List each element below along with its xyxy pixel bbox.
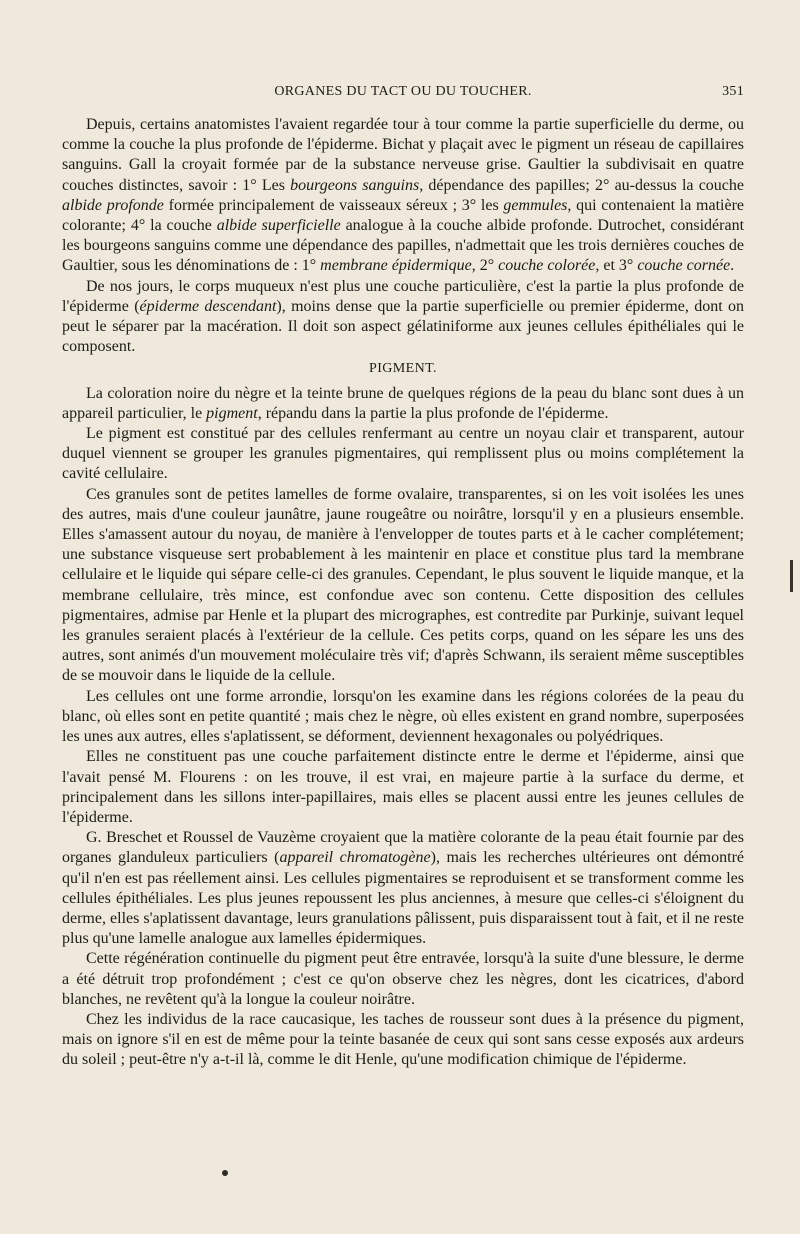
text-run: ), moins dense que la partie superficielle ou premier épiderme, dont on peut le séparer par la macération. Il doit son aspect gélatiniforme aux jeunes cellules épithéliales qui le composent. (62, 297, 744, 356)
text-run: G. Breschet et Roussel de Vauzème croyaient que la matière colorante de la peau était fournie par des organes glanduleux particuliers ( (62, 829, 744, 867)
italic-term: membrane épidermique (320, 257, 472, 275)
running-head (62, 84, 744, 106)
running-title: ORGANES DU TACT OU DU TOUCHER. (274, 84, 532, 99)
text-run: ), mais les recherches ultérieures ont démontré qu'il n'en est pas réellement ainsi. Les cellules pigmentaires se reproduisent et se transforment comme les cellules épithéliales. Les plus jeunes repoussent les plus anciennes, à mesure que celles-ci s'éloignent du derme, elles s'aplatissent davantage, leurs granulations pâlissent, puis disparaissent tout à fait, et il ne reste plus qu'une lamelle analogue aux lamelles épidermiques. (62, 849, 744, 948)
text-run: Cette régénération continuelle du pigment peut être entravée, lorsqu'à la suite d'une blessure, le derme a été détruit trop profondément ; c'est ce qu'on observe chez les nègres, dont les cicatrices, d'abord blanches, ne revêtent qu'à la longue la couleur noirâtre. (62, 950, 744, 1008)
text-run: . (730, 257, 735, 275)
text-run: La coloration noire du nègre et la teinte brune de quelques régions de la peau du blanc sont dues à un appareil particulier, le (62, 384, 744, 422)
paragraph (62, 1010, 744, 1071)
text-run: Chez les individus de la race caucasique, les taches de rousseur sont dues à la présence du pigment, mais on ignore s'il en est de même pour la teinte basanée de ceux qui sont sans cesse exposés aux ardeurs du soleil ; peut-être n'y a-t-il là, comme le dit Henle, qu'une modification chimique de l'épiderme. (62, 1010, 744, 1069)
text-run: Les cellules ont une forme arrondie, lorsqu'on les examine dans les régions colorées de la peau du blanc, où elles sont en petite quantité ; mais chez le nègre, où elles existent en grand nombre, superposées les unes aux autres, elles s'aplatissent, se déforment, deviennent hexagonales ou polyédriques. (62, 687, 744, 746)
text-run: , qui contenaient la matière colorante; 4° la couche (62, 196, 745, 235)
italic-term: bourgeons sanguins (290, 176, 420, 194)
paragraph (62, 687, 744, 748)
italic-term: couche cornée (637, 257, 731, 275)
text-run: Ces granules sont de petites lamelles de forme ovalaire, transparentes, si on les voit isolées les unes des autres, mais d'une couleur jaunâtre, jaune rougeâtre ou noirâtre, lorsqu'il y en a plusieurs ensemble. Elles s'amassent autour du noyau, de manière à l'envelopper de toutes parts et à le cacher complétement; une substance visqueuse sert probablement à les maintenir en place et constitue plus tard la membrane cellulaire et le liquide qui sépare celle-ci des granules. Cependant, le plus souvent le liquide manque, et la membrane cellulaire, très mince, est confondue avec son contenu. Cette disposition des cellules pigmentaires, admise par Henle et la plupart des micrographes, est contredite par Purkinje, suivant lequel les granules seraient placés à l'extérieur de la cellule. Ces petits corps, quand on les sépare les uns des autres, sont animés d'un mouvement moléculaire très vif; d'après Schwann, ils seraient même susceptibles de se mouvoir dans le liquide de la cellule. (62, 485, 744, 685)
paragraph (62, 828, 744, 949)
italic-term: pigment (206, 404, 258, 422)
text-run: formée principalement de vaisseaux séreux ; 3° les (163, 196, 504, 214)
paragraph (62, 949, 744, 1010)
section-heading: PIGMENT. (369, 361, 437, 377)
text-run: De nos jours, le corps muqueux n'est plus une couche particulière, c'est la partie la plus profonde de l'épiderme ( (62, 277, 744, 315)
ink-speck (222, 1170, 228, 1176)
text-run: , 2° (471, 257, 499, 275)
text-run: Depuis, certains anatomistes l'avaient regardée tour à tour comme la partie superficielle du derme, ou comme la couche la plus profonde de l'épiderme. Bichat y plaçait avec le pigment un réseau de capillaires sanguins. Gall la croyait formée par de la substance nerveuse grise. Gaultier la subdivisait en quatre couches distinctes, savoir : 1° Les (62, 116, 744, 194)
paragraph (62, 747, 744, 828)
italic-term: appareil chromatogène (279, 849, 431, 867)
text-run: analogue à la couche albide profonde. Dutrochet, considérant les bourgeons sanguins comme une dépendance des papilles, n'admettait que les trois dernières couches de Gaultier, sous les dénominations de : 1° (62, 217, 745, 275)
page-number: 351 (722, 84, 744, 99)
body-text (62, 115, 744, 1071)
text-run: , répandu dans la partie la plus profonde de l'épiderme. (257, 404, 609, 422)
text-run: , et 3° (595, 257, 638, 275)
page-edge-mark (790, 560, 793, 592)
text-run: Le pigment est constitué par des cellules renfermant au centre un noyau clair et transparent, autour duquel viennent se grouper les granules pigmentaires, qui remplissent plus ou moins complétement la cavité cellulaire. (62, 425, 744, 483)
paragraph (62, 115, 744, 277)
paragraph (62, 277, 744, 358)
italic-term: épiderme descendant (139, 297, 277, 315)
paragraph (62, 384, 744, 424)
paragraph (62, 424, 744, 485)
italic-term: gemmules (503, 196, 568, 214)
text-run: Elles ne constituent pas une couche parfaitement distincte entre le derme et l'épiderme, ainsi que l'avait pensé M. Flourens : on les trouve, il est vrai, en majeure partie à la surface du derme, et principalement dans les sillons inter-papillaires, mais elles se placent aussi entre les jeunes cellules de l'épiderme. (62, 748, 744, 826)
italic-term: albide profonde (62, 196, 164, 214)
italic-term: albide superficielle (216, 217, 341, 235)
paragraph (62, 485, 744, 687)
italic-term: couche colorée (498, 257, 596, 275)
text-run: , dépendance des papilles; 2° au-dessus la couche (419, 176, 745, 194)
